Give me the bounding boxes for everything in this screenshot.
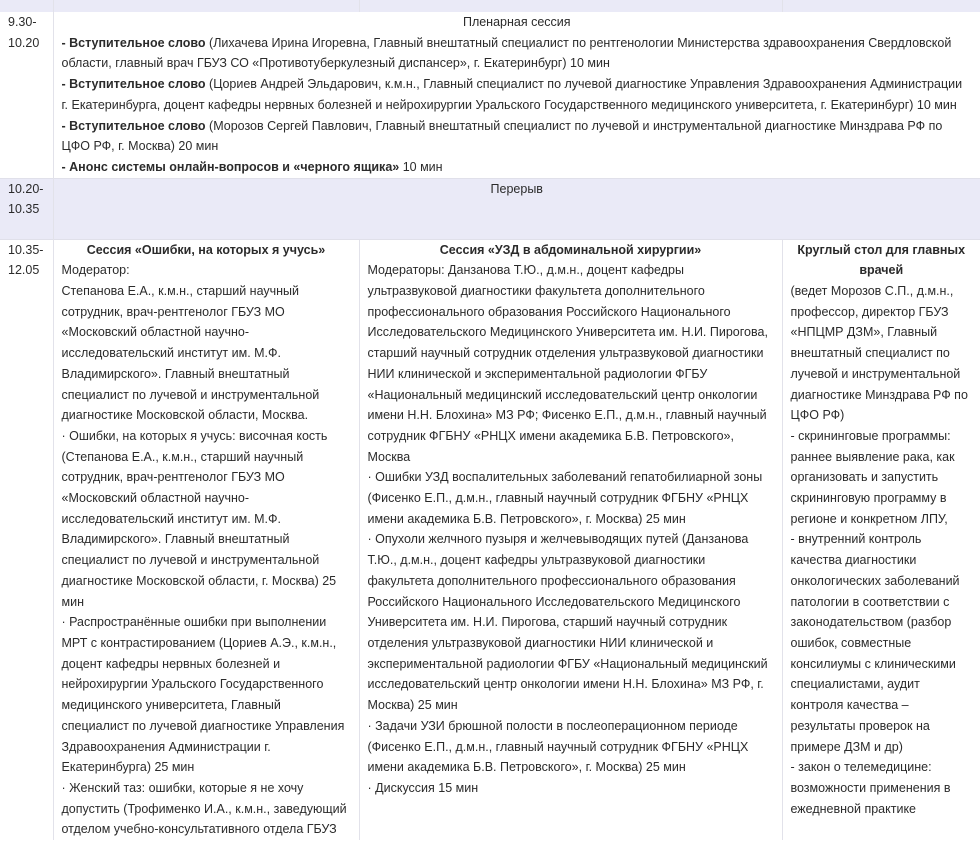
session-ultrasound-cell bbox=[359, 239, 782, 840]
talk-item: · Дискуссия 15 мин bbox=[367, 780, 479, 795]
moderator-info: Модераторы: Данзанова Т.Ю., д.м.н., доцент кафедры ультразвуковой диагностики факультета дополнительного профессионального образования Российского Национального Исследовательского Медицинского Университета им. Н.И. Пирогова, старший научный сотрудник отделения ультразвуковой диагностики НИИ клинической и экспериментальной радиологии ФГБУ «Национальный медицинский исследовательский центр онкологии имени Н.Н. Блохина» МЗ РФ; Фисенко Е.П., д.м.н., главный научный сотрудник ФГБНУ «РНЦХ имени академика Б.В. Петровского», Москва bbox=[367, 263, 768, 464]
discussion-item: - внутренний контроль качества диагностики онкологических заболеваний патологии в соответствии с законодательством (разбор ошибок, совместные консилиумы с клиническими специалистами, аудит контроля качества – результаты проверок на примере ДЗМ и др) bbox=[790, 532, 960, 754]
time-cell bbox=[0, 12, 53, 178]
plenary-title: Пленарная сессия bbox=[462, 15, 571, 29]
header-stub-cell bbox=[0, 0, 53, 12]
session-errors-cell bbox=[53, 239, 359, 840]
speech-label: - Вступительное слово bbox=[61, 118, 206, 133]
plenary-item bbox=[62, 74, 973, 115]
session-title: Сессия «УЗД в абдоминальной хирургии» bbox=[439, 242, 702, 257]
break-cell bbox=[53, 178, 980, 239]
discussion-item: - закон о телемедицине: возможности применения в ежедневной практике bbox=[790, 760, 951, 816]
speech-label: - Анонс системы онлайн-вопросов и «черного ящика» bbox=[61, 159, 400, 174]
speech-details: (Морозов Сергей Павлович, Главный внештатный специалист по лучевой и инструментальной диагностике Минздрава РФ по ЦФО РФ, г. Москва) 20 мин bbox=[61, 118, 943, 154]
plenary-item bbox=[62, 116, 973, 157]
moderator-label: Модератор: bbox=[61, 263, 130, 278]
header-stub-cell bbox=[782, 0, 980, 12]
speech-label: - Вступительное слово bbox=[61, 35, 206, 50]
header-stub-row bbox=[0, 0, 980, 12]
speech-details: (Лихачева Ирина Игоревна, Главный внештатный специалист по рентгенологии Министерства здравоохранения Свердловской области, главный врач ГБУЗ СО «Противотуберкулезный диспансер», г. Екатеринбург) 10 мин bbox=[61, 35, 952, 71]
sessions-row bbox=[0, 239, 980, 840]
moderator-info: Степанова Е.А., к.м.н., старший научный сотрудник, врач-рентгенолог ГБУЗ МО «Московский областной научно-исследовательский институт им. М.Ф. Владимирского». Главный внештатный специалист по лучевой и инструментальной диагностике Московской области, Москва. bbox=[61, 284, 320, 423]
talk-item: · Задачи УЗИ брюшной полости в послеоперационном периоде (Фисенко Е.П., д.м.н., главный научный сотрудник ФГБНУ «РНЦХ имени академика Б.В. Петровского», г. Москва) 25 мин bbox=[367, 718, 749, 775]
header-stub-cell bbox=[53, 0, 359, 12]
talk-item: · Опухоли желчного пузыря и желчевыводящих путей (Данзанова Т.Ю., д.м.н., доцент кафедры ультразвуковой диагностики факультета дополнительного профессионального образования Российского Национального Исследовательского Медицинского Университета им. Н.И. Пирогова, старший научный сотрудник отделения ультразвуковой диагностики НИИ клинической и экспериментальной радиологии ФГБУ «Национальный медицинский исследовательский центр онкологии имени Н.Н. Блохина» МЗ РФ, г. Москва) 25 мин bbox=[367, 532, 768, 713]
speech-details: 10 мин bbox=[399, 159, 443, 174]
time-cell bbox=[0, 239, 53, 840]
time-label: 9.30- 10.20 bbox=[8, 15, 40, 50]
speech-label: - Вступительное слово bbox=[61, 77, 206, 92]
break-row bbox=[0, 178, 980, 239]
speech-details: (Цориев Андрей Эльдарович, к.м.н., Главный специалист по лучевой диагностике Управления Здравоохранения Администрации г. Екатеринбурга, доцент кафедры нервных болезней и нейрохирургии Уральского Государственного медицинского университета, г. Екатеринбург) 10 мин bbox=[61, 77, 963, 112]
session-title: Сессия «Ошибки, на которых я учусь» bbox=[86, 242, 326, 257]
plenary-row bbox=[0, 12, 980, 178]
header-stub-cell bbox=[359, 0, 782, 12]
session-title: Круглый стол для главных врачей bbox=[797, 242, 966, 278]
plenary-item bbox=[62, 157, 973, 178]
talk-item: · Ошибки УЗД воспалительных заболеваний гепатобилиарной зоны (Фисенко Е.П., д.м.н., главный научный сотрудник ФГБНУ «РНЦХ имени академика Б.В. Петровского», г. Москва) 25 мин bbox=[367, 470, 763, 526]
time-label: 10.35- 12.05 bbox=[8, 242, 44, 278]
talk-item: · Женский таз: ошибки, которые я не хочу допустить (Трофименко И.А., к.м.н., заведующий отделом учебно-консультативного отдела ГБУЗ bbox=[61, 780, 347, 837]
round-table-intro: (ведет Морозов С.П., д.м.н., профессор, директор ГБУЗ «НПЦМР ДЗМ», Главный внештатный специалист по лучевой и инструментальной диагностике Минздрава РФ по ЦФО РФ) bbox=[790, 284, 968, 423]
break-title: Перерыв bbox=[490, 181, 543, 196]
time-label: 10.20- 10.35 bbox=[8, 181, 44, 217]
plenary-cell bbox=[53, 12, 980, 178]
talk-item: · Распространённые ошибки при выполнении МРТ с контрастированием (Цориев А.Э., к.м.н., доцент кафедры нервных болезней и нейрохирургии Уральского Государственного медицинского университета, Главный специалист по лучевой диагностике Управления Здравоохранения Администрации г. Екатеринбурга) 25 мин bbox=[61, 615, 345, 775]
plenary-items bbox=[62, 33, 973, 178]
round-table-cell bbox=[782, 239, 980, 840]
talk-item: · Ошибки, на которых я учусь: височная кость (Степанова Е.А., к.м.н., старший научный сотрудник, врач-рентгенолог ГБУЗ МО «Московский областной научно-исследовательский институт им. М.Ф. Владимирского». Главный внештатный специалист по лучевой и инструментальной диагностике Московской области, г. Москва) 25 мин bbox=[61, 428, 337, 609]
time-cell bbox=[0, 178, 53, 239]
plenary-item bbox=[62, 33, 973, 74]
discussion-item: - скрининговые программы: раннее выявление рака, как организовать и запустить скрининговую программу в регионе и конкретном ЛПУ, bbox=[790, 428, 955, 526]
